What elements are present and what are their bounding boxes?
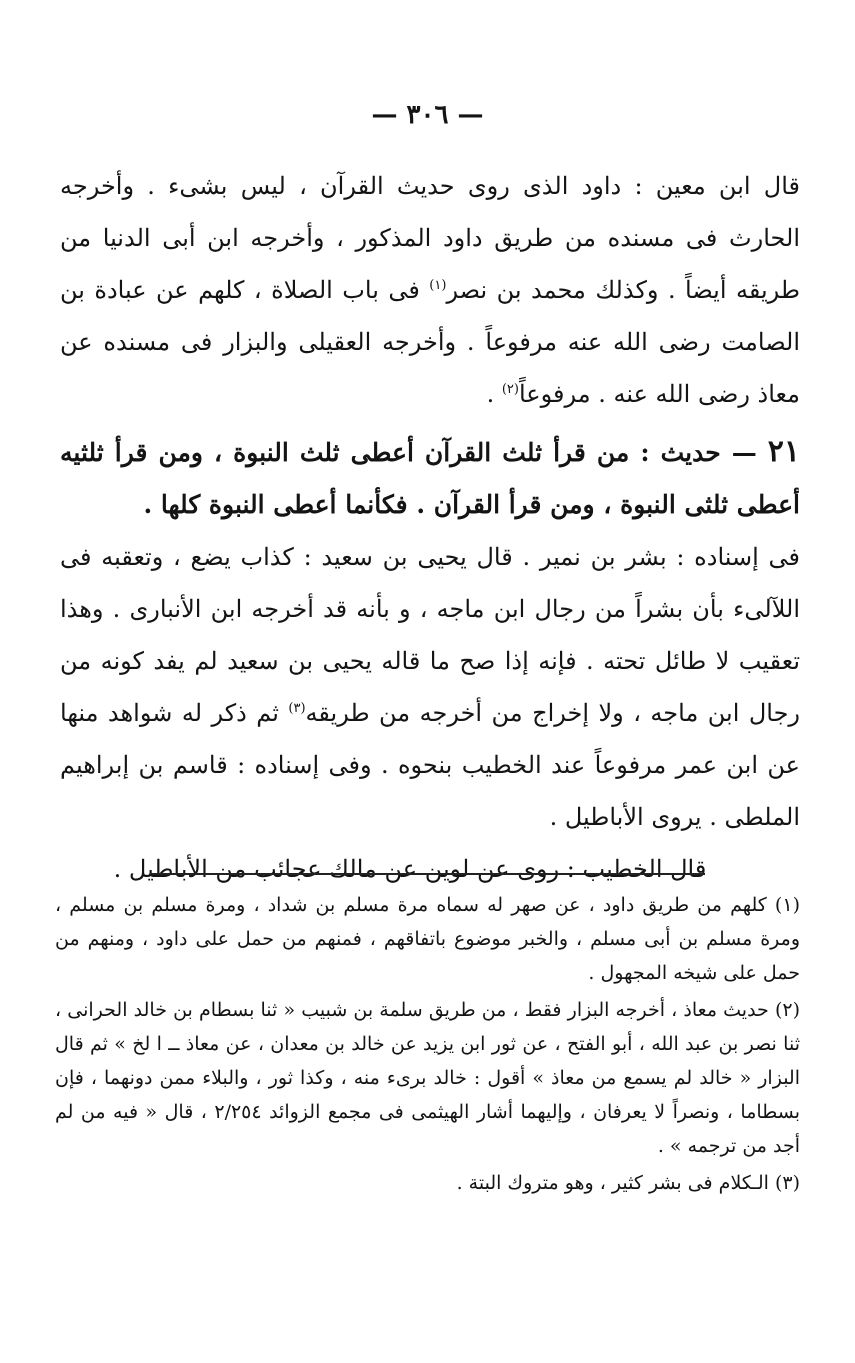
footnote-ref-3: (٣) <box>288 701 306 716</box>
paragraph-isnad <box>60 531 800 843</box>
hadith-text: من قرأ ثلث القرآن أعطى ثلث النبوة ، ومن قرأ ثلثيه أعطى ثلثى النبوة ، ومن قرأ القرآن . فكأنما أعطى النبوة كلها . <box>60 438 800 519</box>
paragraph-text: فى إسناده : بشر بن نمير . قال يحيى بن سعيد : كذاب يضع ، وتعقبه فى اللآلىء بأن بشراً من رجال ابن ماجه ، و بأنه قد أخرجه ابن الأنبارى . وهذا تعقيب لا طائل تحته . فإنه إذا صح ما قاله يحيى بن سعيد لم يفد كونه من رجال ابن ماجه ، ولا إخراج من أخرجه من طريقه <box>60 543 801 727</box>
footnote-3: (٣) الـكلام فى بشر كثير ، وهو متروك البتة . <box>456 1172 800 1194</box>
footnote-1: (١) كلهم من طريق داود ، عن صهر له سماه مرة مسلم بن شداد ، ومرة مسلم بن مسلم ، ومرة مسلم بن أبى مسلم ، والخبر موضوع باتفاقهم ، فمنهم من حمل على داود ، ومنهم من حمل على شيخه المجهول . <box>55 894 800 984</box>
paragraph-text: . <box>486 380 502 408</box>
main-text <box>60 160 800 895</box>
hadith-entry <box>60 426 800 531</box>
page-number: — ٣٠٦ — <box>371 100 484 130</box>
hadith-label: — حديث : <box>629 438 768 467</box>
paragraph-narrators <box>60 160 800 420</box>
hadith-number: ٢١ <box>767 434 800 469</box>
paragraph-text: فى باب الصلاة ، كلهم عن عبادة بن الصامت رضى الله عنه مرفوعاً . وأخرجه العقيلى والبزار فى مسنده عن معاذ رضى الله عنه . مرفوعاً <box>60 276 800 408</box>
paragraph-khatib: قال الخطيب : روى عن لوين عن مالك عجائب من الأباطيل . <box>113 855 707 883</box>
footnotes <box>55 888 800 1203</box>
footnote-ref-2: (٢) <box>501 382 519 397</box>
footnote-divider <box>150 873 705 875</box>
footnote-ref-1: (١) <box>429 278 447 293</box>
footnote-2: (٢) حديث معاذ ، أخرجه البزار فقط ، من طريق سلمة بن شبيب « ثنا بسطام بن خالد الحرانى ، ثنا نصر بن عبد الله ، أبو الفتح ، عن ثور ابن يزيد عن خالد بن معدان ، عن معاذ ــ ا لخ » ثم قال البزار « خالد لم يسمع من معاذ » أقول : خالد برىء منه ، وكذا ثور ، والبلاء ممن دونهما ، فإن بسطاما ، ونصراً لا يعرفان ، وإليهما أشار الهيثمى فى مجمع الزوائد ٢/٢٥٤ ، قال « فيه من لم أجد من ترجمه » . <box>55 999 800 1157</box>
paragraph-text: ثم ذكر له شواهد منها عن ابن عمر مرفوعاً عند الخطيب بنحوه . وفى إسناده : قاسم بن إبراهيم الملطى . يروى الأباطيل . <box>60 699 800 831</box>
paragraph-text: قال ابن معين : داود الذى روى حديث القرآن ، ليس بشىء . وأخرجه الحارث فى مسنده من طريق داود المذكور ، وأخرجه ابن أبى الدنيا من طريقه أيضاً . وكذلك محمد بن نصر <box>60 172 801 304</box>
